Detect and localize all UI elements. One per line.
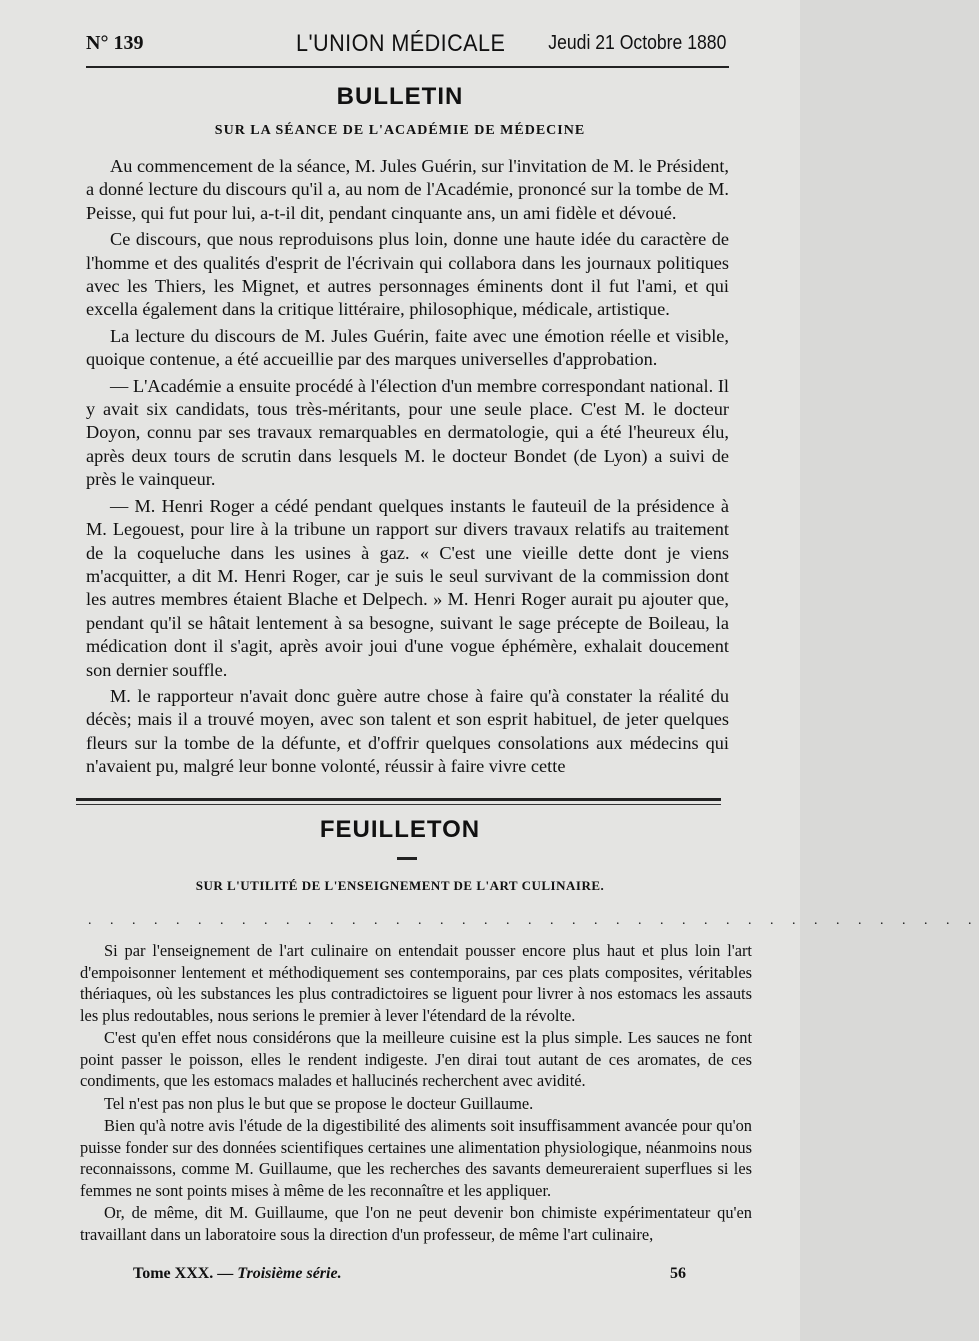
issue-number: N° 139 [86, 32, 144, 54]
feuilleton-heading: FEUILLETON [319, 816, 481, 843]
bulletin-paragraph: Ce discours, que nous reproduisons plus loin, donne une haute idée du caractère de l'homme et des qualités d'esprit de l'écrivain qui collabora dans les journaux politiques avec les Thiers, les Mignet, et autres personnages éminents dont il fut l'ami, et qui excella également dans la critique littéraire, philosophique, médicale, artistique. [86, 229, 729, 320]
feuilleton-paragraph: Or, de même, dit M. Guillaume, que l'on ne peut devenir bon chimiste expérimentateur qu'en travaillant dans un laboratoire sous la direction d'un professeur, de même l'art culinaire, [80, 1203, 752, 1244]
feuilleton-body [80, 940, 752, 1246]
feuilleton-paragraph: Bien qu'à notre avis l'étude de la digestibilité des aliments soit insuffisamment avancée pour qu'on puisse fonder sur des données scientifiques certaines une alimentation physiologique, néanmoins nous reconnaissons, comme M. Guillaume, que les recherches des savants demeureraient superflues si les femmes ne sont points mises à même de les reconnaître et les appliquer. [80, 1116, 752, 1200]
feuilleton-thin-rule [76, 804, 721, 805]
masthead [86, 30, 726, 60]
bulletin-paragraph: La lecture du discours de M. Jules Guérin, faite avec une émotion réelle et visible, quoique contenue, a été accueillie par des marques universelles d'approbation. [86, 325, 729, 370]
bulletin-body [86, 155, 729, 782]
bulletin-paragraph: Au commencement de la séance, M. Jules Guérin, sur l'invitation de M. le Président, a donné lecture du discours qu'il a, au nom de l'Académie, prononcé sur la tombe de M. Peisse, qui fut pour lui, a-t-il dit, pendant cinquante ans, un ami fidèle et dévoué. [86, 156, 729, 223]
heading-dash [397, 857, 417, 860]
page-number: 56 [670, 1265, 686, 1282]
bulletin-subheading: SUR LA SÉANCE DE L'ACADÉMIE DE MÉDECINE [214, 123, 586, 138]
footer-volume [133, 1265, 342, 1283]
feuilleton-paragraph: Si par l'enseignement de l'art culinaire on entendait pousser encore plus haut et plus loin l'art d'empoisonner lentement et méthodiquement ses contemporains, par ces plats composites, véritables thériaques, où les substances les plus contradictoires se liguent pour livrer à nos estomacs les assauts les plus redoutables, nous serions le premier à lever l'étendard de la révolte. [80, 941, 752, 1025]
issue-date: Jeudi 21 Octobre 1880 [547, 32, 726, 54]
volume-label: Tome XXX. — [133, 1265, 238, 1282]
feuilleton-paragraph: Tel n'est pas non plus le but que se propose le docteur Guillaume. [104, 1093, 534, 1113]
bulletin-paragraph: — M. Henri Roger a cédé pendant quelques instants le fauteuil de la présidence à M. Legouest, pour lire à la tribune un rapport sur divers travaux relatifs au traitement de la coqueluche dans les usines à gaz. « C'est une vieille dette dont je viens m'acquitter, a dit M. Henri Roger, car je suis le seul survivant de la commission dont les autres membres étaient Blache et Delpech. » M. Henri Roger aurait pu ajouter que, pendant qu'il se hâtait lentement à sa besogne, suivant le sage précepte de Boileau, la médication dont il s'agit, après avoir joui d'une vogue éphémère, exhalait doucement son dernier souffle. [86, 495, 729, 680]
feuilleton-thick-rule [76, 798, 721, 801]
ellipsis-dots: . . . . . . . . . . . . . . . . . . . . . . . . . . . . . . . . . . . . . . . . . [88, 913, 979, 928]
journal-title: L'UNION MÉDICALE [296, 30, 506, 57]
series-label: Troisième série. [237, 1265, 342, 1282]
bulletin-paragraph: — L'Académie a ensuite procédé à l'élection d'un membre correspondant national. Il y avait six candidats, tous très-méritants, pour une seule place. C'est M. le docteur Doyon, connu par ses travaux remarquables en dermatologie, qui a été l'heureux élu, après deux tours de scrutin dans lesquels M. le docteur Bondet (de Lyon) a suivi de près le vainqueur. [86, 375, 729, 490]
masthead-rule [86, 66, 729, 68]
bulletin-paragraph: M. le rapporteur n'avait donc guère autre chose à faire qu'à constater la réalité du décès; mais il a trouvé moyen, avec son talent et son esprit habituel, de jeter quelques fleurs sur la tombe de la défunte, et d'offrir quelques consolations aux médecins qui n'avaient pu, malgré leur bonne volonté, réussir à faire vivre cette [86, 685, 729, 777]
feuilleton-subheading: SUR L'UTILITÉ DE L'ENSEIGNEMENT DE L'ART CULINAIRE. [195, 878, 605, 893]
feuilleton-paragraph: C'est qu'en effet nous considérons que la meilleure cuisine est la plus simple. Les sauces ne font point passer le poisson, elles le rendent indigeste. J'en dirai tout autant de ces aromates, de ces condiments, que les estomacs malades et hallucinés recherchent avec avidité. [80, 1028, 752, 1090]
bulletin-heading: BULLETIN [336, 83, 464, 110]
